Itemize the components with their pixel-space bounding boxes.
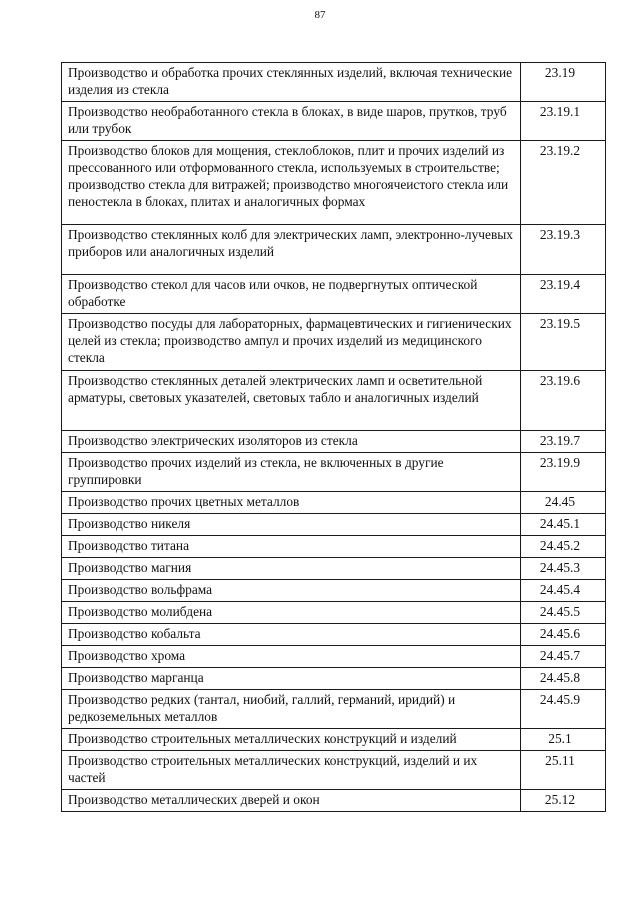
table-row	[62, 790, 606, 812]
activity-code: 23.19.1	[521, 102, 606, 141]
table-row	[62, 624, 606, 646]
activity-code: 23.19.9	[521, 453, 606, 492]
activity-description: Производство прочих цветных металлов	[62, 492, 521, 514]
activity-description: Производство электрических изоляторов из стекла	[62, 431, 521, 453]
activity-description: Производство никеля	[62, 514, 521, 536]
table-row	[62, 275, 606, 314]
activity-code: 24.45.1	[521, 514, 606, 536]
table-row	[62, 751, 606, 790]
activity-code: 24.45.2	[521, 536, 606, 558]
activity-code: 24.45.6	[521, 624, 606, 646]
activity-code: 25.12	[521, 790, 606, 812]
activity-code: 24.45.8	[521, 668, 606, 690]
table-row	[62, 668, 606, 690]
table-row	[62, 602, 606, 624]
activity-description: Производство посуды для лабораторных, фармацевтических и гигиенических целей из стекла; производство ампул и прочих изделий из медицинского стекла	[62, 314, 521, 371]
activity-code: 24.45.9	[521, 690, 606, 729]
table-row	[62, 646, 606, 668]
activity-description: Производство блоков для мощения, стеклоблоков, плит и прочих изделий из прессованного или отформованного стекла, используемых в строительстве; производство стекла для витражей; производство многоячеистого стекла или пеностекла в блоках, плитах и аналогичных формах	[62, 141, 521, 225]
table-row	[62, 453, 606, 492]
activity-description: Производство вольфрама	[62, 580, 521, 602]
activity-code: 24.45.5	[521, 602, 606, 624]
activity-code: 23.19.3	[521, 225, 606, 275]
activity-code: 23.19.5	[521, 314, 606, 371]
table-row	[62, 314, 606, 371]
activity-code: 23.19.7	[521, 431, 606, 453]
table-row	[62, 63, 606, 102]
table-row	[62, 371, 606, 431]
activity-description: Производство кобальта	[62, 624, 521, 646]
activity-description: Производство титана	[62, 536, 521, 558]
activity-description: Производство стеклянных деталей электрических ламп и осветительной арматуры, световых указателей, световых табло и аналогичных изделий	[62, 371, 521, 431]
activity-description: Производство стекол для часов или очков, не подвергнутых оптической обработке	[62, 275, 521, 314]
table-row	[62, 141, 606, 225]
activity-description: Производство строительных металлических конструкций и изделий	[62, 729, 521, 751]
page-number: 87	[314, 9, 326, 21]
activity-description: Производство стеклянных колб для электрических ламп, электронно-лучевых приборов или аналогичных изделий	[62, 225, 521, 275]
activity-code: 25.11	[521, 751, 606, 790]
activity-description: Производство и обработка прочих стеклянных изделий, включая технические изделия из стекла	[62, 63, 521, 102]
activity-code: 24.45.7	[521, 646, 606, 668]
table-row	[62, 514, 606, 536]
table-row	[62, 431, 606, 453]
activity-code-table	[61, 62, 606, 812]
activity-description: Производство молибдена	[62, 602, 521, 624]
activity-description: Производство металлических дверей и окон	[62, 790, 521, 812]
table-row	[62, 558, 606, 580]
activity-description: Производство необработанного стекла в блоках, в виде шаров, прутков, труб или трубок	[62, 102, 521, 141]
activity-code: 23.19.4	[521, 275, 606, 314]
activity-code: 23.19	[521, 63, 606, 102]
table-row	[62, 729, 606, 751]
activity-code: 24.45.3	[521, 558, 606, 580]
activity-code: 23.19.2	[521, 141, 606, 225]
table-row	[62, 690, 606, 729]
activity-code: 24.45.4	[521, 580, 606, 602]
activity-description: Производство магния	[62, 558, 521, 580]
activity-description: Производство строительных металлических конструкций, изделий и их частей	[62, 751, 521, 790]
activity-description: Производство прочих изделий из стекла, не включенных в другие группировки	[62, 453, 521, 492]
activity-description: Производство марганца	[62, 668, 521, 690]
activity-code: 23.19.6	[521, 371, 606, 431]
table-row	[62, 536, 606, 558]
table-row	[62, 492, 606, 514]
activity-description: Производство хрома	[62, 646, 521, 668]
activity-code: 24.45	[521, 492, 606, 514]
table-row	[62, 580, 606, 602]
activity-code: 25.1	[521, 729, 606, 751]
table-row	[62, 225, 606, 275]
activity-description: Производство редких (тантал, ниобий, галлий, германий, иридий) и редкоземельных металлов	[62, 690, 521, 729]
table-row	[62, 102, 606, 141]
